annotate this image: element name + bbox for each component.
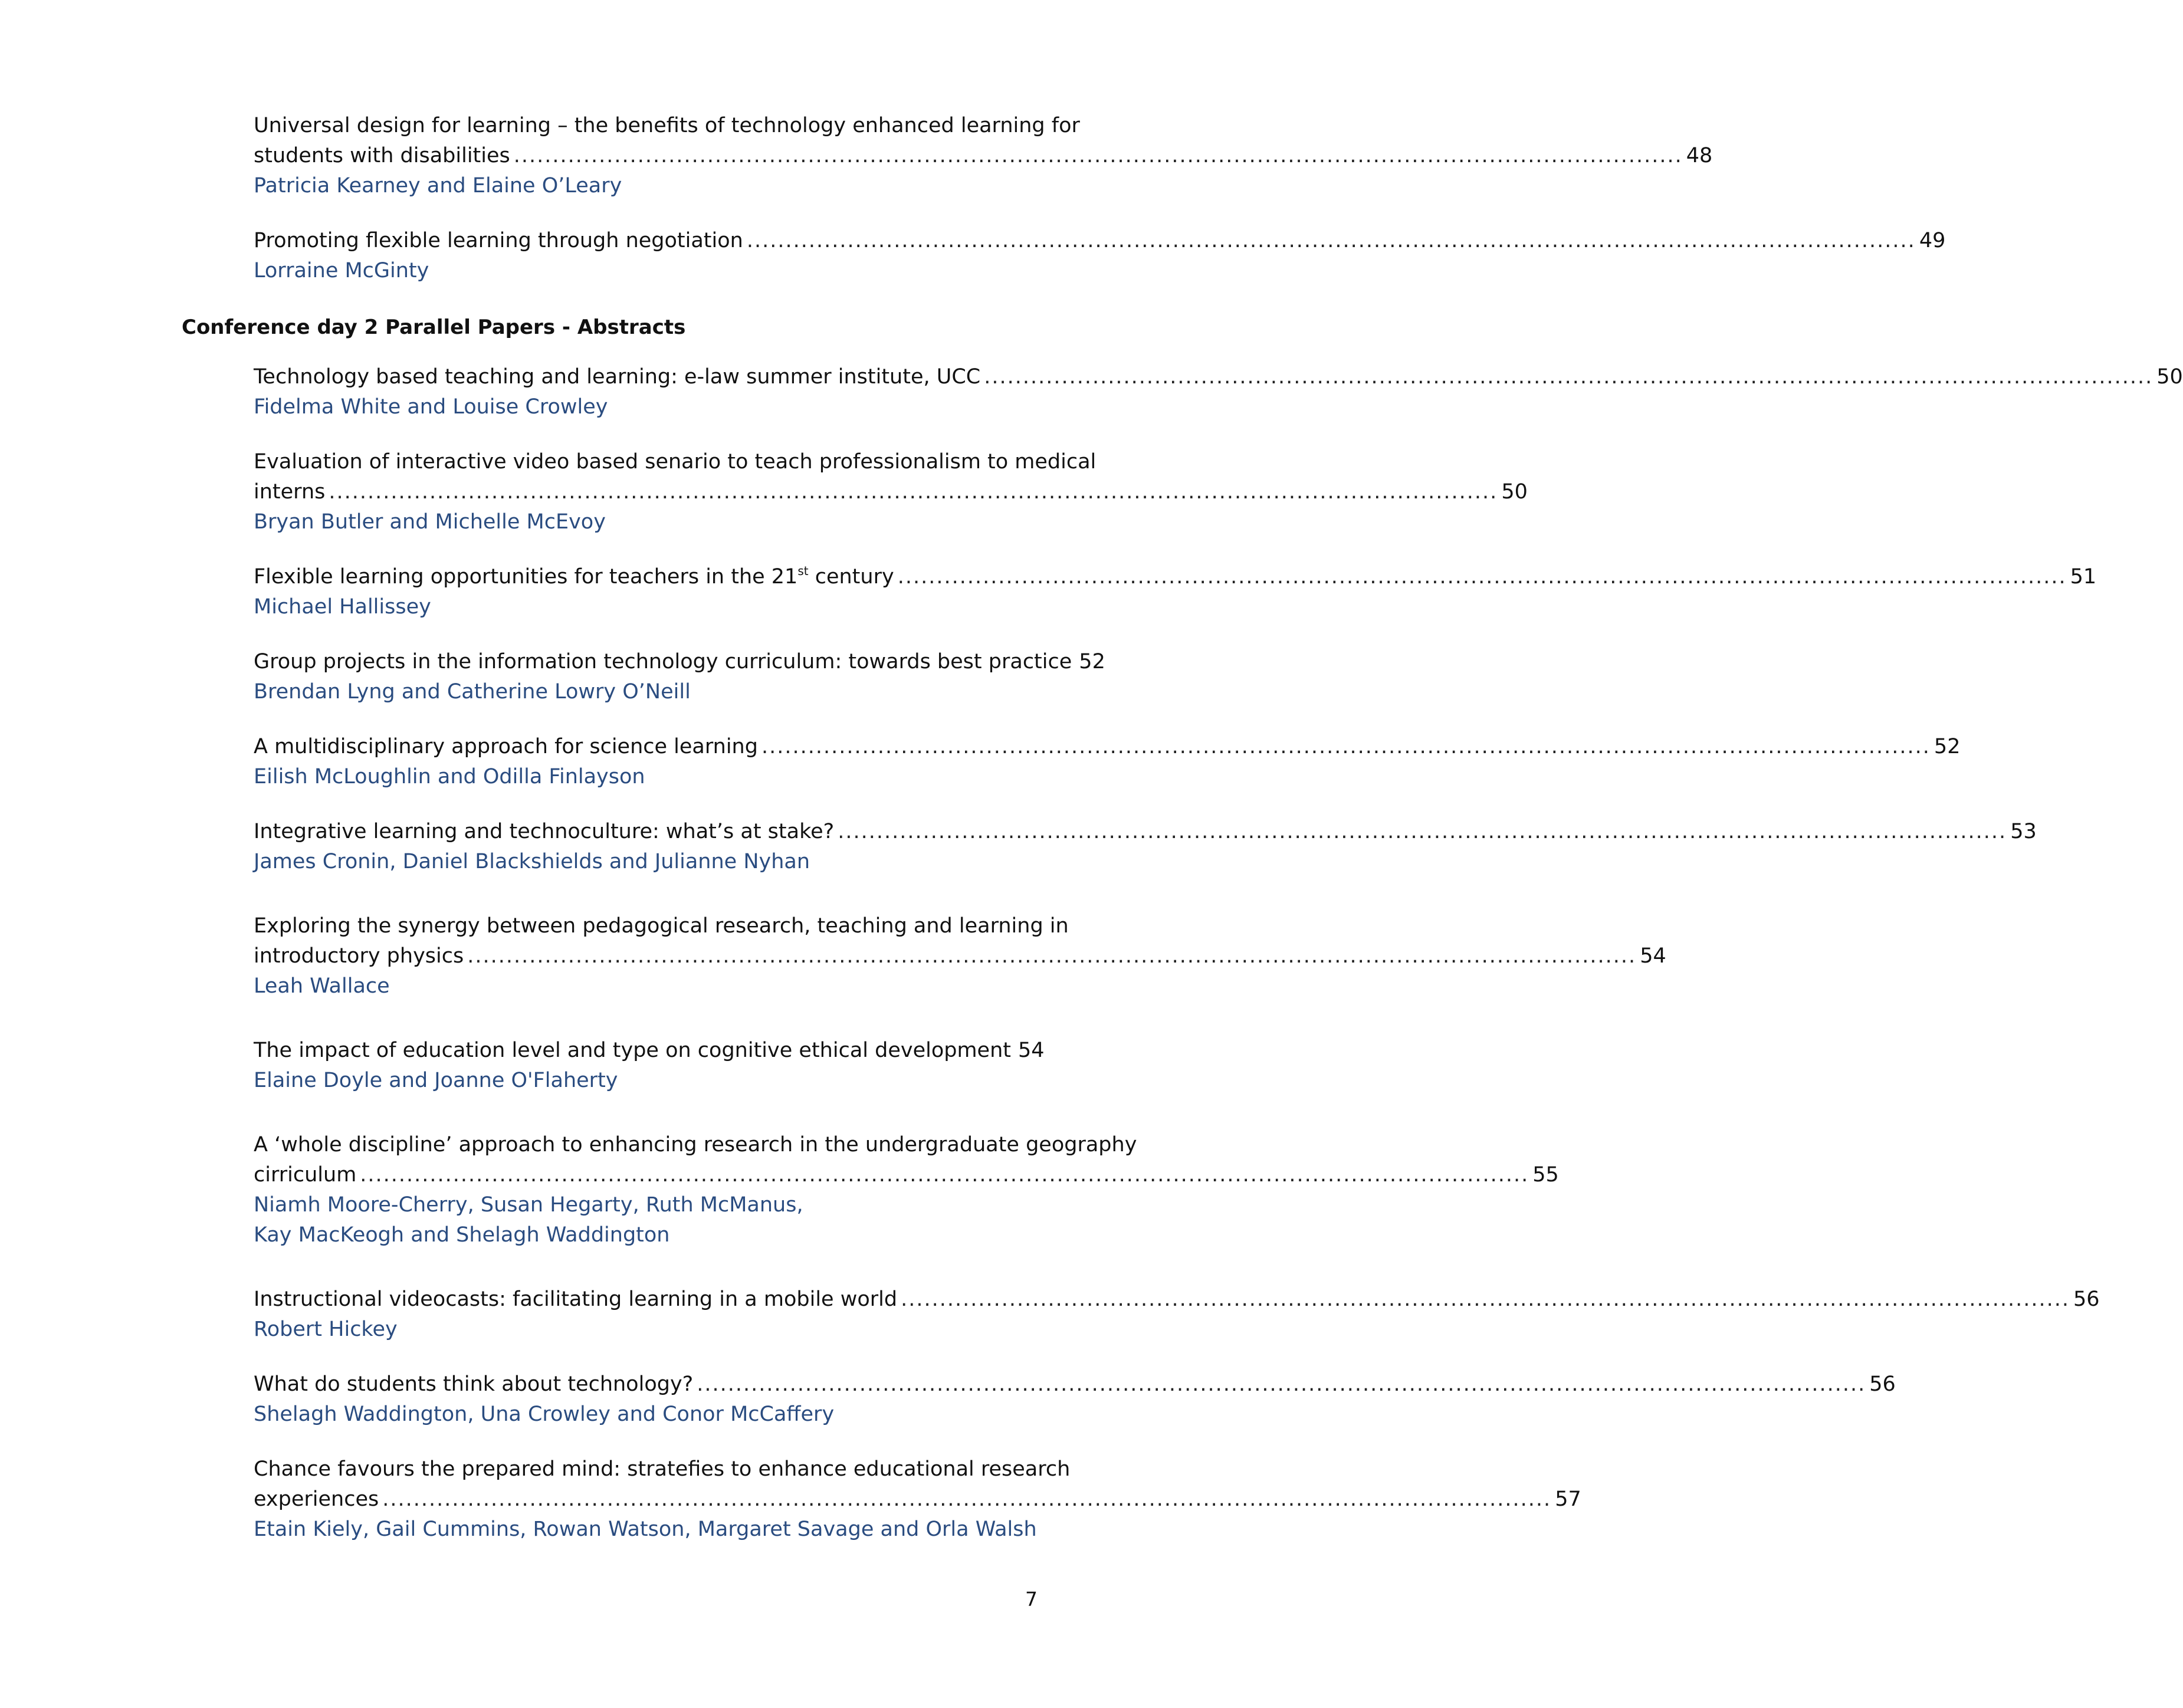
- entry-title: What do students think about technology?: [254, 1372, 694, 1396]
- entry-title-line: Chance favours the prepared mind: stratefies to enhance educational research: [254, 1457, 1071, 1481]
- entry-leader-line: [254, 562, 2097, 592]
- entry-page-number: 48: [1686, 144, 1713, 167]
- entry-authors: Brendan Lyng and Catherine Lowry O’Neill: [254, 680, 691, 704]
- page-number: 7: [1025, 1588, 1038, 1611]
- entry-leader-line: [254, 141, 1713, 171]
- dot-leader: .......................................................................................................................................................: [513, 144, 1683, 167]
- entry-leader-line: [254, 732, 1961, 762]
- dot-leader: .......................................................................................................................................................: [467, 944, 1637, 968]
- ordinal-superscript: st: [797, 564, 809, 578]
- entry-leader-line: [254, 1160, 1559, 1190]
- toc-entry: [254, 817, 2037, 877]
- entry-leader-line: [254, 817, 2037, 847]
- entry-page-number: 50: [2156, 365, 2183, 389]
- entry-authors: Kay MacKeogh and Shelagh Waddington: [254, 1223, 670, 1247]
- entry-title: Integrative learning and technoculture: what’s at stake?: [254, 820, 835, 843]
- entry-title-prefix: Flexible learning opportunities for teachers in the 21: [254, 565, 798, 589]
- toc-entry: [254, 732, 1961, 792]
- entry-authors: Niamh Moore-Cherry, Susan Hegarty, Ruth McManus,: [254, 1193, 803, 1217]
- entry-title: Group projects in the information technology curriculum: towards best practice: [254, 650, 1072, 674]
- toc-entry: [254, 1130, 1559, 1250]
- entry-authors: Fidelma White and Louise Crowley: [254, 395, 608, 419]
- toc-entry: [254, 911, 1666, 1001]
- toc-entry: [254, 362, 2183, 422]
- entry-leader-line: [254, 1285, 2100, 1315]
- entry-title-end: students with disabilities: [254, 144, 510, 167]
- entry-title-end: interns: [254, 480, 326, 504]
- dot-leader: .......................................................................................................................................................: [697, 1372, 1866, 1396]
- entry-page-number: 52: [1933, 735, 1961, 758]
- entry-title-end: introductory physics: [254, 944, 464, 968]
- entry-page-number: 50: [1501, 480, 1528, 504]
- entry-authors: Eilish McLoughlin and Odilla Finlayson: [254, 765, 645, 789]
- entry-authors: Elaine Doyle and Joanne O'Flaherty: [254, 1069, 618, 1092]
- toc-entry: [254, 1369, 1896, 1430]
- dot-leader: .......................................................................................................................................................: [984, 365, 2154, 389]
- toc-entry: [254, 111, 1713, 201]
- dot-leader: .......................................................................................................................................................: [382, 1487, 1552, 1511]
- entry-title: Technology based teaching and learning: e-law summer institute, UCC: [254, 365, 981, 389]
- entry-leader-line: [254, 1484, 1581, 1515]
- entry-page-number: 52: [1079, 650, 1105, 674]
- toc-entry: [254, 562, 2097, 622]
- entry-leader-line: [254, 1369, 1896, 1400]
- entry-authors: Robert Hickey: [254, 1318, 398, 1341]
- entry-title: A multidisciplinary approach for science learning: [254, 735, 758, 758]
- toc-entry: [254, 647, 1105, 707]
- entry-leader-line: [254, 1036, 1045, 1066]
- entry-page-number: 49: [1919, 229, 1946, 252]
- entry-page-number: 54: [1640, 944, 1666, 968]
- entry-authors: Shelagh Waddington, Una Crowley and Conor McCaffery: [254, 1402, 835, 1426]
- dot-leader: .......................................................................................................................................................: [360, 1163, 1529, 1187]
- entry-title: The impact of education level and type on cognitive ethical development: [254, 1039, 1011, 1062]
- dot-leader: .......................................................................................................................................................: [901, 1287, 2070, 1311]
- entry-authors: Bryan Butler and Michelle McEvoy: [254, 510, 606, 534]
- entry-leader-line: [254, 941, 1666, 971]
- entry-leader-line: [254, 226, 1946, 256]
- dot-leader: .......................................................................................................................................................: [761, 735, 1931, 758]
- toc-entry: [254, 1285, 2100, 1345]
- dot-leader: .......................................................................................................................................................: [838, 820, 2007, 843]
- entry-page-number: 56: [1869, 1372, 1896, 1396]
- toc-entry: [254, 226, 1946, 286]
- entry-page-number: 55: [1532, 1163, 1559, 1187]
- section-heading: Conference day 2 Parallel Papers - Abstracts: [182, 316, 686, 339]
- toc-entry: [254, 1454, 1581, 1545]
- dot-leader: .......................................................................................................................................................: [746, 229, 1916, 252]
- entry-leader-line: [254, 362, 2183, 392]
- entry-title-line: Exploring the synergy between pedagogical research, teaching and learning in: [254, 914, 1069, 938]
- entry-title-end: cirriculum: [254, 1163, 357, 1187]
- entry-title: Instructional videocasts: facilitating learning in a mobile world: [254, 1287, 898, 1311]
- entry-title-line: Universal design for learning – the benefits of technology enhanced learning for: [254, 114, 1080, 137]
- entry-page-number: 56: [2073, 1287, 2100, 1311]
- entry-page-number: 57: [1555, 1487, 1581, 1511]
- entry-page-number: 54: [1018, 1039, 1045, 1062]
- entry-authors: James Cronin, Daniel Blackshields and Julianne Nyhan: [254, 850, 810, 873]
- entry-page-number: 53: [2010, 820, 2037, 843]
- entry-title-suffix: century: [808, 565, 894, 589]
- toc-top-entries: [254, 111, 1946, 311]
- entry-title-line: A ‘whole discipline’ approach to enhancing research in the undergraduate geography: [254, 1133, 1137, 1157]
- dot-leader: .......................................................................................................................................................: [329, 480, 1498, 504]
- entry-authors: Patricia Kearney and Elaine O’Leary: [254, 174, 622, 198]
- toc-entries: [254, 362, 2183, 1569]
- entry-leader-line: [254, 647, 1105, 677]
- entry-page-number: 51: [2070, 565, 2097, 589]
- dot-leader: .......................................................................................................................................................: [897, 565, 2067, 589]
- entry-leader-line: [254, 477, 1528, 507]
- entry-authors: Etain Kiely, Gail Cummins, Rowan Watson, Margaret Savage and Orla Walsh: [254, 1518, 1037, 1541]
- entry-title-line: Evaluation of interactive video based senario to teach professionalism to medical: [254, 450, 1097, 474]
- entry-authors: Leah Wallace: [254, 974, 390, 998]
- toc-entry: [254, 1036, 1045, 1096]
- entry-title: Promoting flexible learning through negotiation: [254, 229, 743, 252]
- entry-authors: Lorraine McGinty: [254, 259, 429, 283]
- toc-entry: [254, 447, 1528, 537]
- entry-authors: Michael Hallissey: [254, 595, 431, 619]
- entry-title-end: experiences: [254, 1487, 379, 1511]
- entry-title: [254, 562, 894, 592]
